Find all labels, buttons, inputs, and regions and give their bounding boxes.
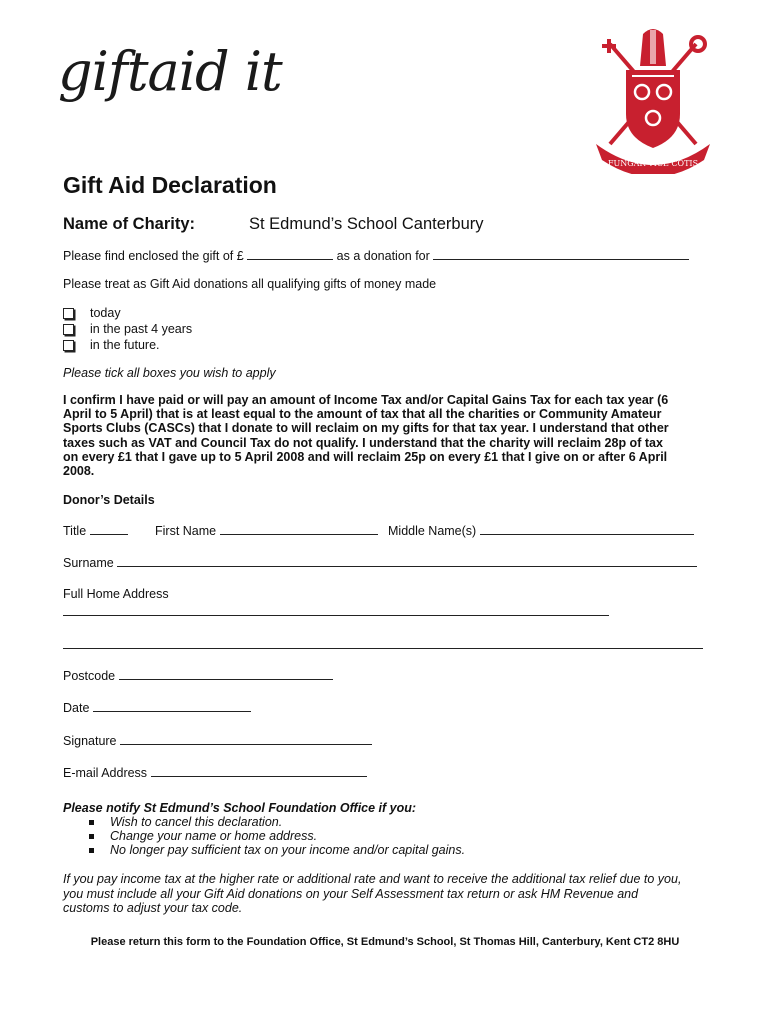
signature-field[interactable]: [120, 733, 372, 745]
notify-item-text: Change your name or home address.: [110, 829, 318, 843]
giftaid-it-logo: giftaid it: [58, 40, 282, 103]
confirm-line: taxes such as VAT and Council Tax do not qualify. I understand that the charity will reclaim 28p of tax: [63, 435, 663, 450]
notify-item-text: No longer pay sufficient tax on your income and/or capital gains.: [110, 843, 466, 857]
checkbox-today[interactable]: [63, 308, 74, 319]
page-title: Gift Aid Declaration: [63, 172, 277, 198]
signature-row: [63, 733, 372, 749]
postcode-row: [63, 668, 333, 684]
notify-item-text: Wish to cancel this declaration.: [110, 815, 283, 829]
address-line-2[interactable]: [63, 648, 703, 649]
higher-rate-line: If you pay income tax at the higher rate or additional rate and want to receive the additional tax relief due to you,: [63, 872, 682, 886]
higher-rate-line: customs to adjust your tax code.: [63, 901, 243, 915]
notify-item: [89, 843, 465, 857]
date-row: [63, 700, 251, 716]
middle-name-field[interactable]: [480, 523, 694, 535]
address-label: Full Home Address: [63, 587, 169, 601]
notify-item: [89, 829, 317, 843]
return-note: Please return this form to the Foundation Office, St Edmund’s School, St Thomas Hill, Canterbury, Kent CT2 8HU: [90, 936, 680, 948]
confirm-line: on every £1 that I gave up to 5 April 2008 and will reclaim 25p on every £1 that I give on or after 6 April: [63, 449, 668, 464]
checkbox-past-4-years[interactable]: [63, 324, 74, 335]
confirm-line: I confirm I have paid or will pay an amount of Income Tax and/or Capital Gains Tax for each tax year (6: [63, 393, 669, 407]
gift-line: [63, 248, 689, 264]
option-today[interactable]: [63, 306, 121, 320]
option-past-4-years[interactable]: [63, 322, 192, 336]
higher-rate-paragraph: [63, 872, 723, 916]
donation-purpose-field[interactable]: [433, 248, 689, 260]
bullet-icon: [89, 820, 94, 825]
higher-rate-line: you must include all your Gift Aid donations on your Self Assessment tax return or ask HM Revenue and: [63, 886, 639, 901]
confirmation-paragraph: [63, 393, 713, 478]
confirm-line: April to 5 April) that is at least equal to the amount of tax that all the charities or Community Amateur: [63, 407, 662, 422]
middle-name-row: [388, 523, 694, 539]
bullet-icon: [89, 834, 94, 839]
confirm-line: Sports Clubs (CASCs) that I donate to will reclaim on my gifts for that tax year. I understand that other: [63, 421, 669, 436]
title-row: [63, 523, 128, 539]
donor-heading: Donor’s Details: [63, 493, 155, 507]
date-label: Date: [63, 701, 90, 715]
surname-row: [63, 555, 697, 571]
confirm-line: 2008.: [63, 464, 95, 479]
school-crest-icon: [588, 26, 718, 174]
charity-name: St Edmund’s School Canterbury: [249, 215, 484, 233]
notify-heading: Please notify St Edmund’s School Foundation Office if you:: [63, 801, 417, 815]
email-label: E-mail Address: [63, 766, 148, 780]
surname-label: Surname: [63, 556, 114, 570]
title-field[interactable]: [90, 523, 128, 535]
postcode-field[interactable]: [119, 668, 333, 680]
first-name-label: First Name: [155, 524, 217, 538]
treat-line: Please treat as Gift Aid donations all qualifying gifts of money made: [63, 277, 437, 291]
signature-label: Signature: [63, 734, 117, 748]
option-future[interactable]: [63, 338, 160, 352]
address-line-1[interactable]: [63, 615, 609, 616]
notify-item: [89, 815, 282, 829]
surname-field[interactable]: [117, 555, 697, 567]
option-label: in the past 4 years: [90, 322, 193, 336]
date-field[interactable]: [93, 700, 251, 712]
title-label: Title: [63, 524, 87, 538]
gift-middle: as a donation for: [336, 249, 430, 263]
option-label: today: [90, 306, 121, 320]
first-name-field[interactable]: [220, 523, 378, 535]
postcode-label: Postcode: [63, 669, 116, 683]
crest-motto: FUNGAR VICE COTIS: [607, 159, 699, 168]
bullet-icon: [89, 848, 94, 853]
email-row: [63, 765, 367, 781]
email-field[interactable]: [151, 765, 367, 777]
gift-prefix: Please find enclosed the gift of £: [63, 249, 244, 263]
first-name-row: [155, 523, 378, 539]
middle-name-label: Middle Name(s): [388, 524, 477, 538]
tick-note: Please tick all boxes you wish to apply: [63, 366, 276, 380]
option-label: in the future.: [90, 338, 160, 352]
charity-label: Name of Charity:: [63, 215, 196, 233]
gift-amount-field[interactable]: [247, 248, 333, 260]
checkbox-future[interactable]: [63, 340, 74, 351]
